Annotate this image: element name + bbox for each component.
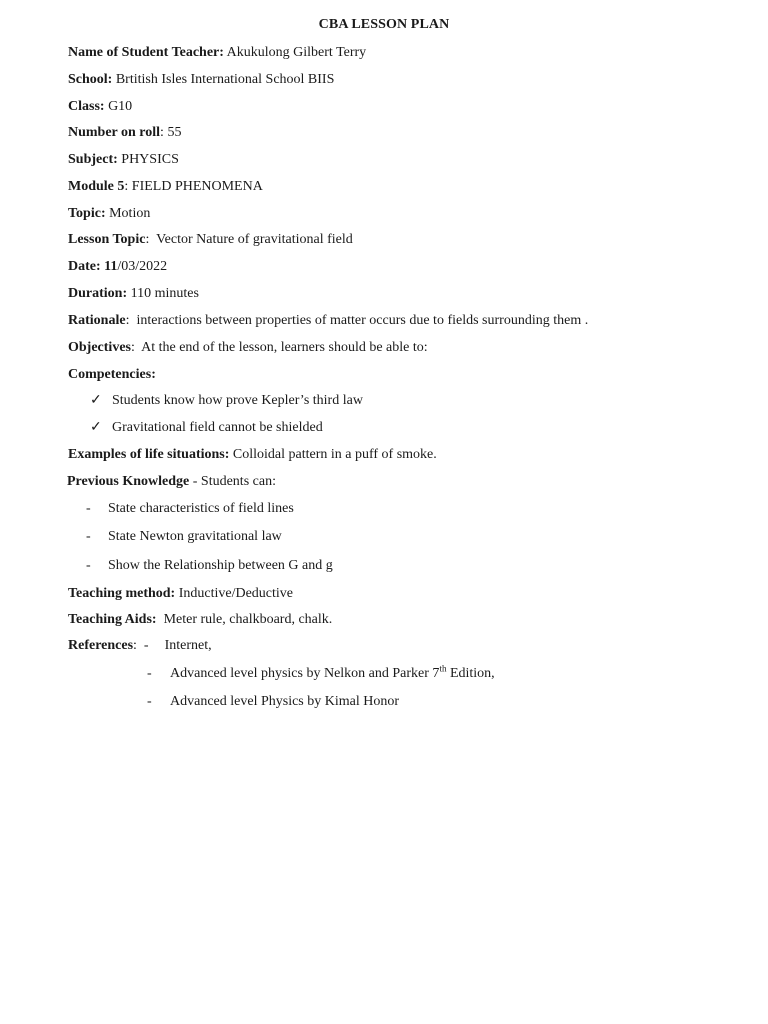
field-life-situations	[68, 446, 437, 464]
field-previous-knowledge	[67, 473, 276, 491]
field-label: Previous Knowledge	[67, 474, 190, 489]
reference-text: Advanced level physics by Nelkon and Parker 7	[170, 666, 440, 681]
field-value: - Students can:	[189, 474, 276, 489]
field-label: References	[68, 638, 134, 653]
field-label: Rationale	[68, 313, 126, 328]
field-label: Topic:	[68, 206, 106, 221]
field-sep: : -	[133, 638, 149, 653]
dash-icon: -	[86, 501, 91, 516]
field-module	[68, 178, 263, 196]
field-value: Meter rule, chalkboard, chalk.	[156, 612, 333, 627]
field-duration	[68, 285, 199, 303]
field-label: Competencies:	[68, 367, 156, 382]
field-label: Teaching Aids:	[68, 612, 157, 627]
field-label: Name of Student Teacher:	[68, 45, 224, 60]
field-label: Teaching method:	[68, 586, 176, 601]
dash-icon: -	[147, 694, 152, 709]
field-value: Brtitish Isles International School BIIS	[112, 72, 335, 87]
field-sep: :	[130, 340, 142, 355]
field-label: Date: 11	[68, 259, 118, 274]
competency-item	[90, 419, 323, 437]
reference-item	[147, 693, 399, 711]
field-value: /03/2022	[117, 259, 168, 274]
field-value: FIELD PHENOMENA	[131, 179, 263, 194]
check-icon: ✓	[90, 393, 102, 408]
field-label: Module 5	[68, 179, 125, 194]
field-rationale	[68, 312, 588, 330]
previous-knowledge-item	[86, 557, 333, 575]
field-value: 110 minutes	[127, 286, 199, 301]
field-value: Colloidal pattern in a puff of smoke.	[229, 447, 437, 462]
field-label: Lesson Topic	[68, 232, 146, 247]
field-class	[68, 98, 132, 116]
field-sep: :	[160, 125, 168, 140]
field-value: At the end of the lesson, learners should be able to:	[141, 340, 428, 355]
field-label: Class:	[68, 99, 105, 114]
field-number-on-roll	[68, 124, 181, 142]
field-value: 55	[167, 125, 182, 140]
field-objectives	[68, 339, 428, 357]
field-school	[68, 71, 334, 89]
field-value: Vector Nature of gravitational field	[156, 232, 353, 247]
check-icon: ✓	[90, 420, 102, 435]
reference-text: Advanced level Physics by Kimal Honor	[170, 694, 400, 709]
previous-knowledge-text: State Newton gravitational law	[108, 529, 282, 544]
field-label: School:	[68, 72, 113, 87]
reference-tail: Edition,	[446, 666, 495, 681]
page-title: CBA LESSON PLAN	[318, 17, 450, 32]
field-date	[68, 258, 167, 276]
field-references	[68, 637, 212, 655]
field-value: Motion	[105, 206, 151, 221]
field-teaching-aids	[68, 611, 332, 629]
dash-icon: -	[86, 529, 91, 544]
field-value: Akukulong Gilbert Terry	[223, 45, 367, 60]
reference-superscript: th	[439, 663, 447, 674]
competency-item	[90, 392, 363, 410]
competency-text: Gravitational field cannot be shielded	[112, 420, 323, 435]
field-competencies	[68, 366, 156, 384]
previous-knowledge-text: Show the Relationship between G and g	[108, 558, 333, 573]
field-label: Subject:	[68, 152, 118, 167]
field-sep: :	[145, 232, 157, 247]
previous-knowledge-text: State characteristics of field lines	[108, 501, 294, 516]
field-label: Duration:	[68, 286, 128, 301]
field-value: Inductive/Deductive	[175, 586, 294, 601]
field-value: Internet,	[164, 638, 212, 653]
field-topic	[68, 205, 150, 223]
previous-knowledge-item	[86, 528, 282, 546]
dash-icon: -	[147, 666, 152, 681]
field-subject	[68, 151, 179, 169]
field-sep: :	[125, 313, 137, 328]
previous-knowledge-item	[86, 500, 294, 518]
field-label: Examples of life situations:	[68, 447, 230, 462]
field-value: PHYSICS	[117, 152, 179, 167]
field-student-teacher	[68, 44, 366, 62]
field-value: interactions between properties of matter occurs due to fields surrounding them .	[136, 313, 589, 328]
field-label: Objectives	[68, 340, 131, 355]
field-label: Number on roll	[68, 125, 161, 140]
field-sep: :	[124, 179, 132, 194]
dash-icon: -	[86, 558, 91, 573]
field-value: G10	[104, 99, 133, 114]
field-teaching-method	[68, 585, 293, 603]
reference-item	[147, 665, 495, 683]
competency-text: Students know how prove Kepler’s third law	[112, 393, 363, 408]
field-lesson-topic	[68, 231, 353, 249]
